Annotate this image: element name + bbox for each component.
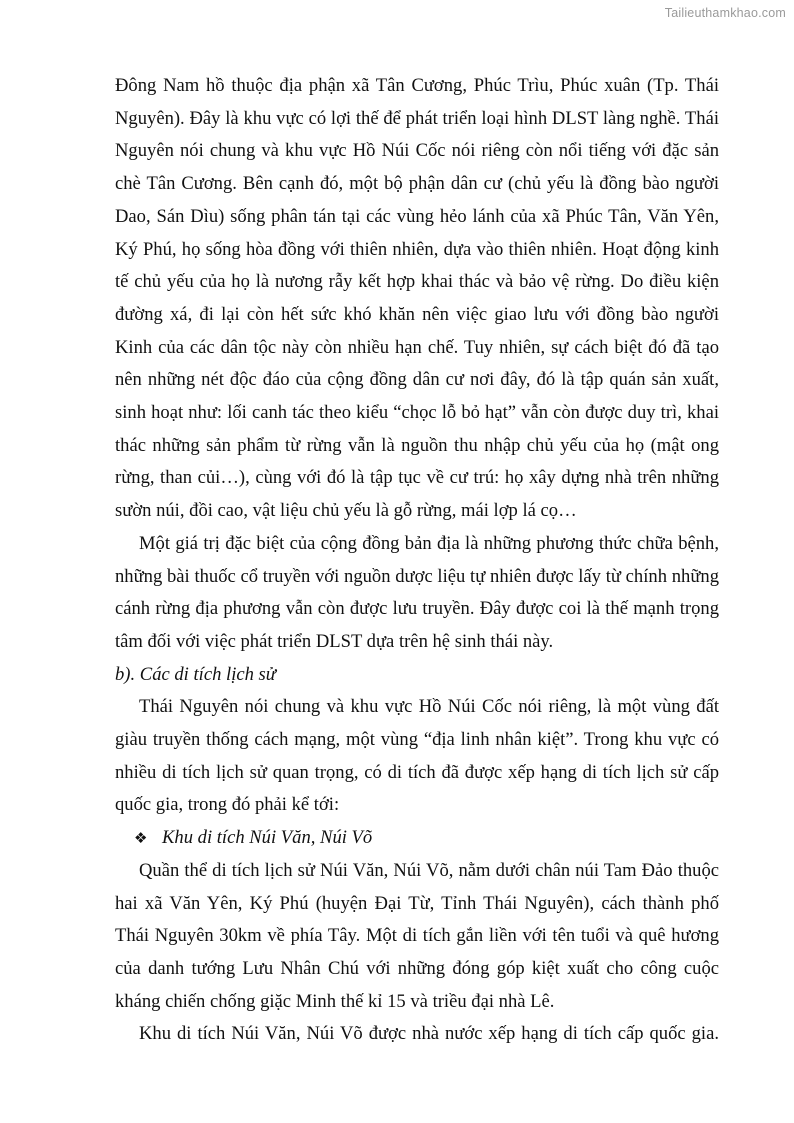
- paragraph-revolutionary-tradition: Thái Nguyên nói chung và khu vực Hồ Núi Cốc nói riêng, là một vùng đất giàu truyền thống cách mạng, một vùng “địa linh nhân kiệt”. Trong khu vực có nhiều di tích lịch sử quan trọng, có di tích đã được xếp hạng di tích lịch sử cấp quốc gia, trong đó phải kể tới:: [115, 696, 719, 816]
- section-heading-historical-sites: b). Các di tích lịch sử: [115, 663, 276, 685]
- watermark: Tailieuthamkhao.com: [664, 6, 786, 20]
- document-body: [115, 70, 719, 1051]
- bullet-item-nui-van-nui-vo: [115, 822, 719, 855]
- paragraph-nui-van-nui-vo-description: Quần thể di tích lịch sử Núi Văn, Núi Võ, nằm dưới chân núi Tam Đảo thuộc hai xã Văn Yên, Ký Phú (huyện Đại Từ, Tỉnh Thái Nguyên), cách thành phố Thái Nguyên 30km về phía Tây. Một di tích gắn liền với tên tuổi và quê hương của danh tướng Lưu Nhân Chú với những đóng góp kiệt xuất cho công cuộc kháng chiến chống giặc Minh thế kỉ 15 và triều đại nhà Lê.: [115, 859, 719, 1012]
- diamond-bullet-icon: ❖: [134, 829, 148, 848]
- paragraph-ethnic-communities: Đông Nam hồ thuộc địa phận xã Tân Cương, Phúc Trìu, Phúc xuân (Tp. Thái Nguyên). Đây là khu vực có lợi thế để phát triển loại hình DLST làng nghề. Thái Nguyên nói chung và khu vực Hồ Núi Cốc nói riêng còn nổi tiếng với đặc sản chè Tân Cương. Bên cạnh đó, một bộ phận dân cư (chủ yếu là đồng bào người Dao, Sán Dìu) sống phân tán tại các vùng hẻo lánh của xã Phúc Tân, Văn Yên, Ký Phú, họ sống hòa đồng với thiên nhiên, dựa vào thiên nhiên. Hoạt động kinh tế chủ yếu của họ là nương rẫy kết hợp khai thác và bảo vệ rừng. Do điều kiện đường xá, đi lại còn hết sức khó khăn nên việc giao lưu với đồng bào người Kinh của các dân tộc này còn nhiều hạn chế. Tuy nhiên, sự cách biệt đó đã tạo nên những nét độc đáo của cộng đồng dân cư nơi đây, đó là tập quán sản xuất, sinh hoạt như: lối canh tác theo kiểu “chọc lỗ bỏ hạt” vẫn còn được duy trì, khai thác những sản phẩm từ rừng vẫn là nguồn thu nhập chủ yếu của họ (mật ong rừng, than củi…), cùng với đó là tập tục về cư trú: họ xây dựng nhà trên những sườn núi, đồi cao, vật liệu chủ yếu là gỗ rừng, mái lợp lá cọ…: [115, 75, 719, 522]
- bullet-item-title: Khu di tích Núi Văn, Núi Võ: [162, 827, 373, 849]
- paragraph-national-ranking: Khu di tích Núi Văn, Núi Võ được nhà nước xếp hạng di tích cấp quốc gia.: [139, 1023, 719, 1045]
- paragraph-traditional-medicine: Một giá trị đặc biệt của cộng đồng bản địa là những phương thức chữa bệnh, những bài thuốc cổ truyền với nguồn dược liệu tự nhiên được lấy từ chính những cánh rừng địa phương vẫn còn được lưu truyền. Đây được coi là thế mạnh trọng tâm đối với việc phát triển DLST dựa trên hệ sinh thái này.: [115, 532, 719, 652]
